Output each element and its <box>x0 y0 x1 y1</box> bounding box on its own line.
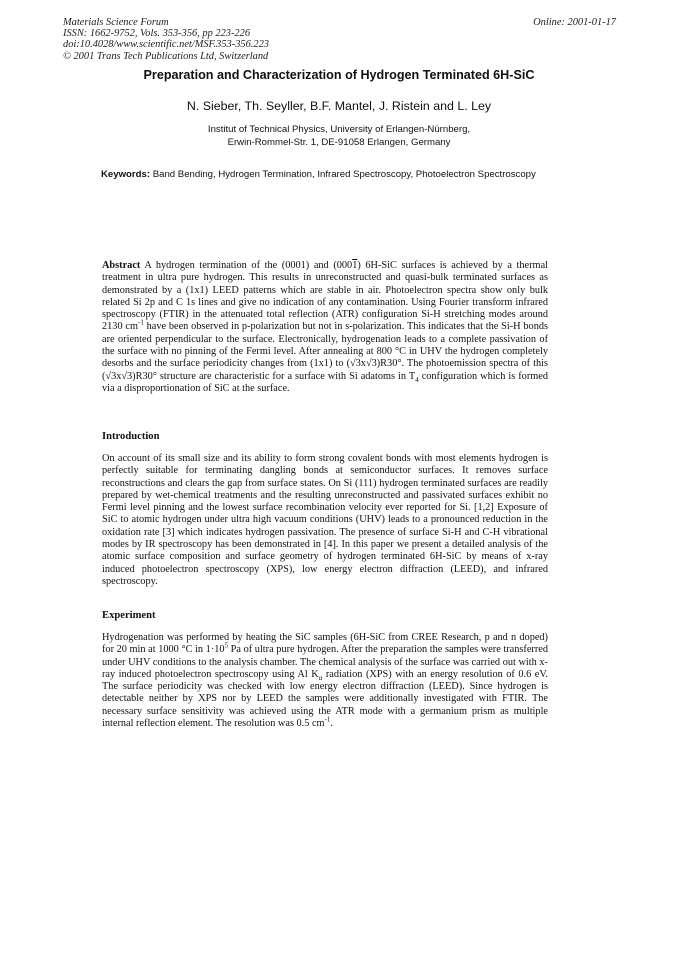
abstract-label: Abstract <box>102 260 141 271</box>
journal-name: Materials Science Forum <box>63 17 169 28</box>
online-date: Online: 2001-01-17 <box>533 17 616 28</box>
experiment-sub: α <box>318 673 323 682</box>
experiment-text-2: Pa of ultra pure hydrogen. After the preparation the samples were transferred under UHV conditions to the analysis chamber. The chemical analysis of the surface was carried out with x-ray induced photoelectron spectroscopy using Al K <box>102 644 548 680</box>
issn-line: ISSN: 1662-9752, Vols. 353-356, pp 223-226 <box>63 28 251 40</box>
experiment-text-1: Hydrogenation was performed by heating the SiC samples (6H-SiC from CREE Research, p and n doped) for 20 min at 1000 °C in 1·10 <box>102 632 548 656</box>
experiment-paragraph <box>102 632 548 730</box>
experiment-text-4: . <box>330 718 333 730</box>
abstract-paragraph <box>102 260 548 395</box>
keywords <box>101 169 551 181</box>
abstract-sup: -1 <box>137 319 144 328</box>
abstract-text-1: A hydrogen termination of the (0001) and (000 <box>144 260 353 271</box>
author-list: N. Sieber, Th. Seyller, B.F. Mantel, J. Ristein and L. Ley <box>186 99 492 113</box>
experiment-sup-2: -1 <box>324 715 331 724</box>
introduction-paragraph: On account of its small size and its ability to form strong covalent bonds with most elements hydrogen is perfectly suitable for terminating dangling bonds at semiconductor surfaces. It removes surface reconstructions and clears the gap from surface states. On Si (111) hydrogen terminated surfaces are readily prepared by wet-chemical treatments and the resulting unreconstructed and passivated surfaces exhibit no Fermi level pinning and the lowest surface recombination velocity ever reported for Si. [1,2] Exposure of SiC to atomic hydrogen under ultra high vacuum conditions (UHV) leads to a pronounced reduction in the oxidation rate [3] which indicates hydrogen passivation. The presence of surface Si-H and C-H vibrational modes by IR spectroscopy has been demonstrated in [4]. In this paper we present a detailed analysis of the atomic surface composition and surface geometry of hydrogen terminated 6H-SiC by means of x-ray induced photoelectron spectroscopy (XPS), low energy electron diffraction (LEED), and infrared spectroscopy. <box>102 453 548 587</box>
journal-header <box>63 17 269 62</box>
abstract-text-4: configuration which is formed via a disproportionation of SiC at the surface. <box>102 370 548 394</box>
abstract-text-3: have been observed in p-polarization but not in s-polarization. This indicates that the Si-H bonds are oriented perpendicular to the surface. Electronically, hydrogenation leads to a complete passivation of the surface with no pinning of the Fermi level. After annealing at 800 °C in UHV the hydrogen completely desorbs and the surface periodicity changes from (1x1) to (√3x√3)R30°. The photoemission spectra of this (√3x√3)R30° structure are characteristic for a surface with Si adatoms in T <box>102 321 548 382</box>
experiment-sup-1: 5 <box>224 641 229 650</box>
introduction-heading: Introduction <box>102 431 160 442</box>
affiliation-line-2: Erwin-Rommel-Str. 1, DE-91058 Erlangen, Germany <box>227 136 451 148</box>
abstract-sub: 4 <box>415 375 419 384</box>
copyright-line: © 2001 Trans Tech Publications Ltd, Switzerland <box>63 50 269 62</box>
experiment-heading: Experiment <box>102 610 156 621</box>
doi-line: doi:10.4028/www.scientific.net/MSF.353-356.223 <box>63 39 269 51</box>
experiment-text-3: radiation (XPS) with an energy resolution of 0.6 eV. The surface periodicity was checked with low energy electron diffraction (LEED). Since hydrogen is detectable neither by XPS nor by LEED the samples were additionally investigated with FTIR. The necessary surface sensitivity was achieved using the ATR mode with a germanium prism as multiple internal reflection element. The resolution was 0.5 cm <box>102 668 548 730</box>
affiliation <box>0 124 678 149</box>
keywords-label: Keywords: <box>101 169 151 180</box>
abstract-text-2: ) 6H-SiC surfaces is achieved by a thermal treatment in ultra pure hydrogen. This results in unreconstructed and quasi-bulk terminated surfaces as demonstrated by a (1x1) LEED patterns which are stable in air. Photoelectron spectra show only bulk related Si 2p and C 1s lines and give no indication of any contamination. Using Fourier transform infrared spectroscopy (FTIR) in the attenuated total reflection (ATR) configuration Si-H stretching modes around 2130 cm <box>102 260 548 333</box>
abstract-overline-index: 1 <box>352 260 358 271</box>
affiliation-line-1: Institut of Technical Physics, University of Erlangen-Nürnberg, <box>207 124 471 135</box>
keywords-text: Band Bending, Hydrogen Termination, Infrared Spectroscopy, Photoelectron Spectroscopy <box>152 169 536 180</box>
paper-title: Preparation and Characterization of Hydrogen Terminated 6H-SiC <box>143 68 535 82</box>
